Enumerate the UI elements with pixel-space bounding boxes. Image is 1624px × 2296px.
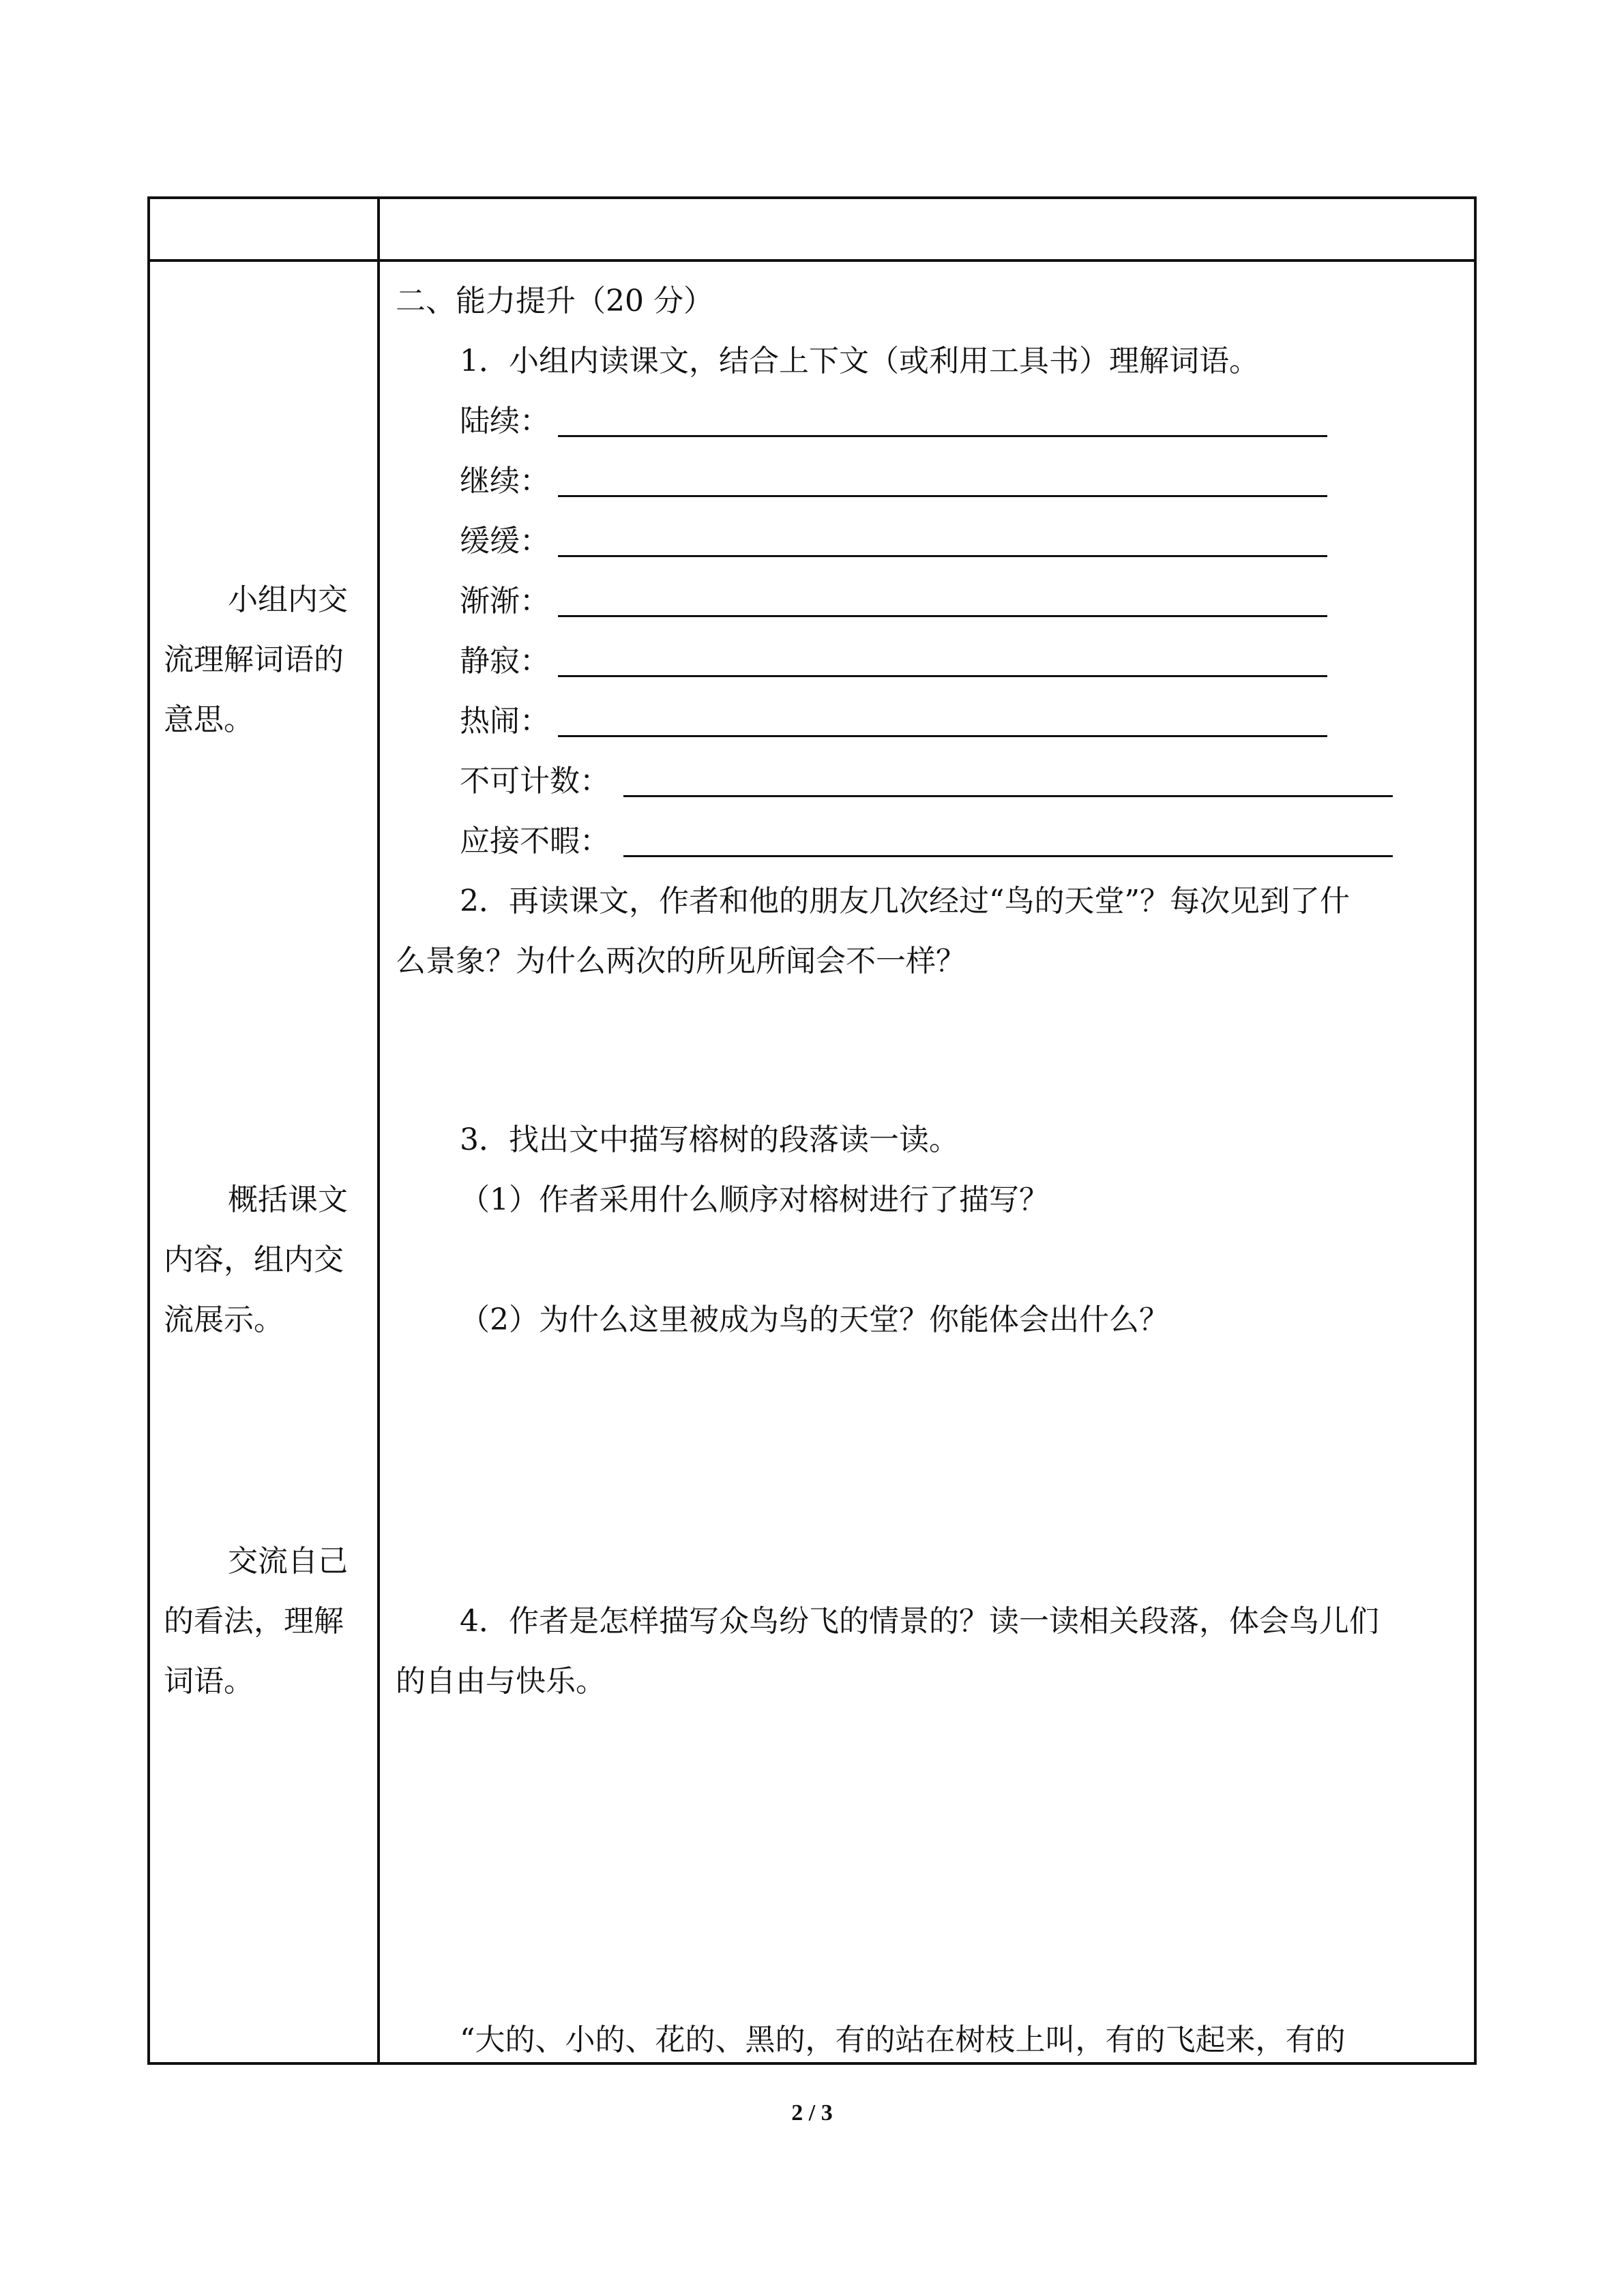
column-divider xyxy=(377,196,380,2065)
q2-line1: 2．再读课文，作者和他的朋友几次经过“鸟的天堂”？每次见到了什 xyxy=(460,884,1350,919)
left-note-1-line3: 意思。 xyxy=(164,702,254,737)
answer-line-renao[interactable] xyxy=(558,735,1327,737)
left-note-1-line2: 流理解词语的 xyxy=(164,642,344,677)
left-note-1-line1: 小组内交 xyxy=(228,582,348,617)
answer-line-bukejishu[interactable] xyxy=(623,795,1393,797)
q2-line2: 么景象？为什么两次的所见所闻会不一样？ xyxy=(396,944,966,979)
left-note-3-line1: 交流自己 xyxy=(228,1544,348,1579)
word-label-huanhuan: 缓缓： xyxy=(460,524,550,558)
word-label-yingjiebuxia: 应接不暇： xyxy=(460,824,610,859)
word-label-renao: 热闹： xyxy=(460,704,550,739)
answer-line-jianjian[interactable] xyxy=(558,615,1327,617)
answer-line-luxu[interactable] xyxy=(558,435,1327,437)
q3-prompt: 3．找出文中描写榕树的段落读一读。 xyxy=(460,1122,959,1157)
header-row-divider xyxy=(147,259,1477,262)
q3-sub1: （1）作者采用什么顺序对榕树进行了描写？ xyxy=(460,1182,1049,1217)
answer-line-yingjiebuxia[interactable] xyxy=(623,855,1393,857)
word-label-jixu: 继续： xyxy=(460,464,550,498)
left-note-2-line3: 流展示。 xyxy=(164,1302,284,1337)
quote-line: “大的、小的、花的、黑的，有的站在树枝上叫，有的飞起来，有的 xyxy=(460,2023,1346,2057)
left-note-2-line2: 内容，组内交 xyxy=(164,1242,344,1277)
q4-line1: 4．作者是怎样描写众鸟纷飞的情景的？读一读相关段落，体会鸟儿们 xyxy=(460,1604,1379,1639)
page-number: 2 / 3 xyxy=(791,2100,833,2126)
left-note-3-line2: 的看法，理解 xyxy=(164,1604,344,1639)
table-right-border xyxy=(1474,196,1477,2065)
answer-line-jingji[interactable] xyxy=(558,675,1327,677)
q4-line2: 的自由与快乐。 xyxy=(396,1664,606,1699)
answer-line-huanhuan[interactable] xyxy=(558,555,1327,557)
table-top-border xyxy=(147,196,1477,199)
word-label-jingji: 静寂： xyxy=(460,644,550,679)
table-bottom-border xyxy=(147,2062,1477,2065)
left-note-2-line1: 概括课文 xyxy=(228,1182,348,1217)
section-title: 二、能力提升（20 分） xyxy=(396,284,713,318)
q3-sub2: （2）为什么这里被成为鸟的天堂？你能体会出什么？ xyxy=(460,1302,1169,1337)
word-label-bukejishu: 不可计数： xyxy=(460,764,610,799)
q1-prompt: 1．小组内读课文，结合上下文（或利用工具书）理解词语。 xyxy=(460,344,1259,378)
answer-line-jixu[interactable] xyxy=(558,495,1327,497)
left-note-3-line3: 词语。 xyxy=(164,1664,254,1699)
word-label-luxu: 陆续： xyxy=(460,404,550,438)
table-left-border xyxy=(147,196,150,2065)
word-label-jianjian: 渐渐： xyxy=(460,584,550,618)
